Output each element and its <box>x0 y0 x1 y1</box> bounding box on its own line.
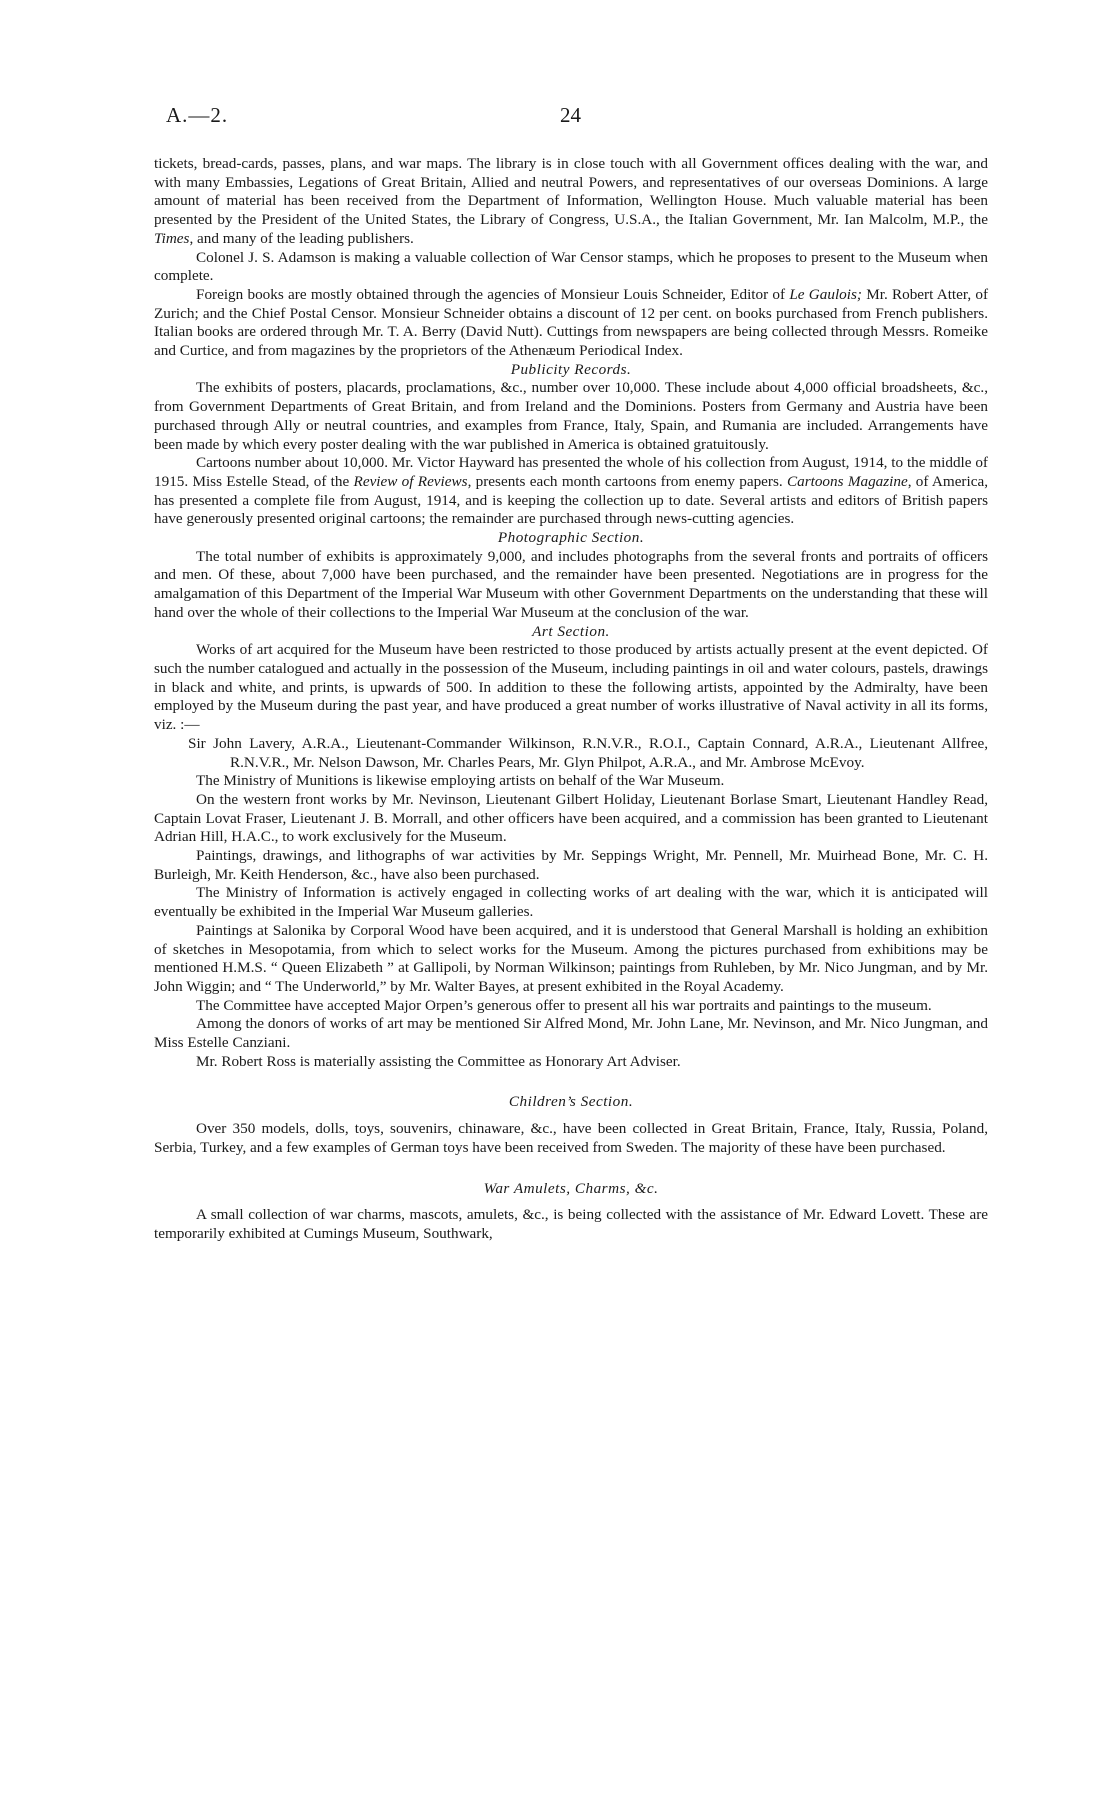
section-heading-photographic: Photographic Section. <box>497 529 645 547</box>
paragraph: Colonel J. S. Adamson is making a valuable collection of War Censor stamps, which he proposes to present to the Museum when complete. <box>154 248 988 285</box>
section-heading-publicity: Publicity Records. <box>510 360 632 378</box>
document-code: A.—2. <box>166 103 229 127</box>
body-text <box>154 155 988 1244</box>
paragraph: Foreign books are mostly obtained through the agencies of Monsieur Louis Schneider, Editor of Le Gaulois; Mr. Robert Atter, of Zurich; and the Chief Postal Censor. Monsieur Schneider obtains a discount of 12 per cent. on books purchased from French publishers. Italian books are ordered through Mr. T. A. Berry (David Nutt). Cuttings from newspapers are being collected through Messrs. Romeike and Curtice, and from magazines by the proprietors of the Athenæum Periodical Index. <box>154 285 989 360</box>
paragraph: Works of art acquired for the Museum have been restricted to those produced by artists actually present at the event depicted. Of such the number catalogued and actually in the possession of the Museum, including paintings in oil and water colours, pastels, drawings in black and white, and prints, is upwards of 500. In addition to these the following artists, appointed by the Admiralty, have been employed by the Museum during the past year, and have produced a great number of works illustrative of Naval activity in all its forms, viz. :— <box>154 641 988 734</box>
paragraph: The Ministry of Information is actively engaged in collecting works of art dealing with the war, which it is anticipated will eventually be exhibited in the Imperial War Museum galleries. <box>154 884 988 921</box>
paragraph: Among the donors of works of art may be mentioned Sir Alfred Mond, Mr. John Lane, Mr. Nevinson, and Mr. Nico Jungman, and Miss Estelle Canziani. <box>154 1015 988 1052</box>
paragraph: Paintings, drawings, and lithographs of war activities by Mr. Seppings Wright, Mr. Pennell, Mr. Muirhead Bone, Mr. C. H. Burleigh, Mr. Keith Henderson, &c., have also been purchased. <box>154 847 988 883</box>
section-heading-children: Children’s Section. <box>508 1093 634 1111</box>
section-heading-art: Art Section. <box>532 622 610 640</box>
paragraph: Cartoons number about 10,000. Mr. Victor Hayward has presented the whole of his collection from August, 1914, to the middle of 1915. Miss Estelle Stead, of the Review of Reviews, presents each month cartoons from enemy papers. Cartoons Magazine, of America, has presented a complete file from August, 1914, and is keeping the collection up to date. Several artists and editors of British papers have generously presented original cartoons; the remainder are purchased through news-cutting agencies. <box>154 454 988 528</box>
paragraph: A small collection of war charms, mascots, amulets, &c., is being collected with the assistance of Mr. Edward Lovett. These are temporarily exhibited at Cumings Museum, Southwark, <box>154 1206 988 1242</box>
page-header <box>166 103 986 127</box>
paragraph: Over 350 models, dolls, toys, souvenirs, chinaware, &c., have been collected in Great Britain, France, Italy, Russia, Poland, Serbia, Turkey, and a few examples of German toys have been received from Sweden. The majority of these have been purchased. <box>154 1120 988 1156</box>
section-heading-amulets: War Amulets, Charms, &c. <box>483 1179 659 1197</box>
paragraph: On the western front works by Mr. Nevinson, Lieutenant Gilbert Holiday, Lieutenant Borlase Smart, Lieutenant Handley Read, Captain Lovat Fraser, Lieutenant J. B. Morrall, and other officers have been acquired, and a commission has been granted to Lieutenant Adrian Hill, H.A.C., to work exclusively for the Museum. <box>154 790 988 846</box>
paragraph: Mr. Robert Ross is materially assisting the Committee as Honorary Art Adviser. <box>196 1052 681 1070</box>
paragraph: The total number of exhibits is approximately 9,000, and includes photographs from the several fronts and portraits of officers and men. Of these, about 7,000 have been purchased, and the remainder have been presented. Negotiations are in progress for the amalgamation of this Department of the Imperial War Museum with other Government Departments on the understanding that these will hand over the whole of their collections to the Imperial War Museum at the conclusion of the war. <box>154 547 988 621</box>
paragraph: The exhibits of posters, placards, proclamations, &c., number over 10,000. These include about 4,000 official broadsheets, &c., from Government Departments of Great Britain, and from Ireland and the Dominions. Posters from Germany and Austria have been purchased through Ally or neutral countries, and examples from France, Italy, Spain, and Rumania are included. Arrangements have been made by which every poster dealing with the war published in America is obtained gratuitously. <box>154 379 988 453</box>
paragraph: The Committee have accepted Major Orpen’s generous offer to present all his war portraits and paintings to the museum. <box>196 996 932 1014</box>
page-number: 24 <box>560 103 581 127</box>
paragraph: Paintings at Salonika by Corporal Wood have been acquired, and it is understood that General Marshall is holding an exhibition of sketches in Mesopotamia, from which to select works for the Museum. Among the pictures purchased from exhibitions may be mentioned H.M.S. “ Queen Elizabeth ” at Gallipoli, by Norman Wilkinson; paintings from Ruhleben, by Mr. Nico Jungman, and by Mr. John Wiggin; and “ The Underworld,” by Mr. Walter Bayes, at present exhibited in the Royal Academy. <box>154 921 988 995</box>
artist-list: Sir John Lavery, A.R.A., Lieutenant-Commander Wilkinson, R.N.V.R., R.O.I., Captain Connard, A.R.A., Lieutenant Allfree, R.N.V.R., Mr. Nelson Dawson, Mr. Charles Pears, Mr. Glyn Philpot, A.R.A., and Mr. Ambrose McEvoy. <box>188 734 988 771</box>
paragraph: tickets, bread-cards, passes, plans, and war maps. The library is in close touch with all Government offices dealing with the war, and with many Embassies, Legations of Great Britain, Allied and neutral Powers, and representatives of our overseas Dominions. A large amount of material has been received from the Department of Information, Wellington House. Much valuable material has been presented by the President of the United States, the Library of Congress, U.S.A., the Italian Government, Mr. Ian Malcolm, M.P., the Times, and many of the leading publishers. <box>154 155 988 247</box>
paragraph: The Ministry of Munitions is likewise employing artists on behalf of the War Museum. <box>196 772 725 790</box>
